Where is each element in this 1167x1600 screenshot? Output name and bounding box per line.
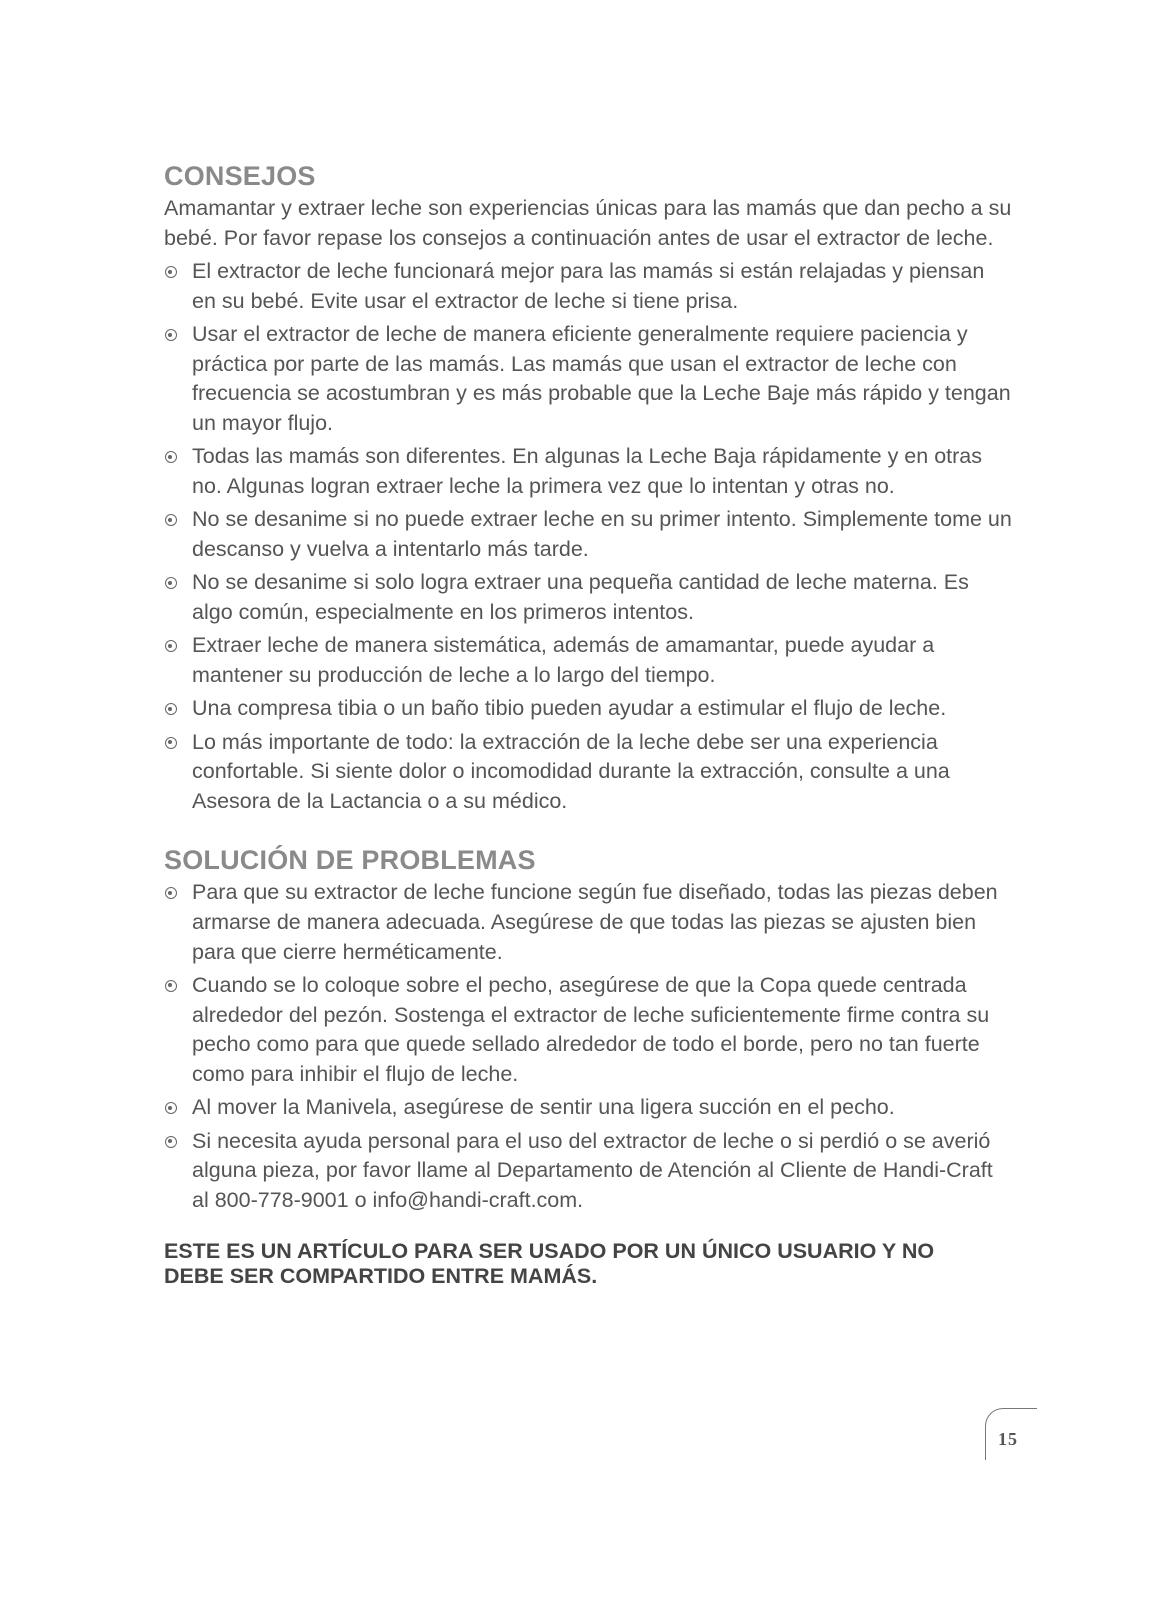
list-item: Al mover la Manivela, asegúrese de sentir una ligera succión en el pecho.	[164, 1093, 1014, 1123]
list-item: Lo más importante de todo: la extracción de la leche debe ser una experiencia confortable. Si siente dolor o incomodidad durante la extracción, consulte a una Asesora de la Lactancia o a su médico.	[164, 728, 1014, 817]
bullet-icon	[165, 737, 177, 749]
list-item: No se desanime si no puede extraer leche en su primer intento. Simplemente tome un descanso y vuelva a intentarlo más tarde.	[164, 505, 1014, 564]
single-user-warning: ESTE ES UN ARTÍCULO PARA SER USADO POR UN ÚNICO USUARIO Y NO DEBE SER COMPARTIDO ENTRE MAMÁS.	[164, 1239, 935, 1289]
solucion-heading: SOLUCIÓN DE PROBLEMAS	[164, 845, 536, 876]
list-item: El extractor de leche funcionará mejor para las mamás si están relajadas y piensan en su bebé. Evite usar el extractor de leche si tiene prisa.	[164, 257, 1014, 316]
consejos-intro: Amamantar y extraer leche son experiencias únicas para las mamás que dan pecho a su bebé. Por favor repase los consejos a continuación antes de usar el extractor de leche.	[164, 196, 1012, 250]
list-item: No se desanime si solo logra extraer una pequeña cantidad de leche materna. Es algo común, especialmente en los primeros intentos.	[164, 568, 1014, 627]
bullet-icon	[165, 1102, 177, 1114]
list-item: Una compresa tibia o un baño tibio pueden ayudar a estimular el flujo de leche.	[164, 694, 1014, 724]
solucion-list	[164, 878, 1014, 1215]
bullet-icon	[165, 266, 177, 278]
bullet-icon	[165, 514, 177, 526]
list-item: Si necesita ayuda personal para el uso del extractor de leche o si perdió o se averió alguna pieza, por favor llame al Departamento de Atención al Cliente de Handi-Craft al 800-778-9001 o info@handi-craft.com.	[164, 1127, 1014, 1216]
bullet-icon	[165, 887, 177, 899]
list-item: Cuando se lo coloque sobre el pecho, asegúrese de que la Copa quede centrada alrededor del pezón. Sostenga el extractor de leche suficientemente firme contra su pecho como para que quede sellado alrededor de todo el borde, pero no tan fuerte como para inhibir el flujo de leche.	[164, 971, 1014, 1089]
consejos-heading: CONSEJOS	[164, 161, 316, 191]
solucion-section	[164, 842, 1014, 1215]
page-content	[164, 158, 1014, 1289]
bullet-icon	[165, 1136, 177, 1148]
bullet-icon	[165, 703, 177, 715]
bullet-icon	[165, 640, 177, 652]
bullet-icon	[165, 329, 177, 341]
list-item: Extraer leche de manera sistemática, además de amamantar, puede ayudar a mantener su producción de leche a lo largo del tiempo.	[164, 631, 1014, 690]
consejos-list	[164, 257, 1014, 816]
list-item: Para que su extractor de leche funcione según fue diseñado, todas las piezas deben armarse de manera adecuada. Asegúrese de que todas las piezas se ajusten bien para que cierre herméticamente.	[164, 878, 1014, 967]
list-item: Usar el extractor de leche de manera eficiente generalmente requiere paciencia y práctica por parte de las mamás. Las mamás que usan el extractor de leche con frecuencia se acostumbran y es más probable que la Leche Baje más rápido y tengan un mayor flujo.	[164, 320, 1014, 438]
bullet-icon	[165, 451, 177, 463]
bullet-icon	[165, 577, 177, 589]
page-number: 15	[998, 1429, 1018, 1449]
bullet-icon	[165, 980, 177, 992]
list-item: Todas las mamás son diferentes. En algunas la Leche Baja rápidamente y en otras no. Algunas logran extraer leche la primera vez que lo intentan y otras no.	[164, 442, 1014, 501]
